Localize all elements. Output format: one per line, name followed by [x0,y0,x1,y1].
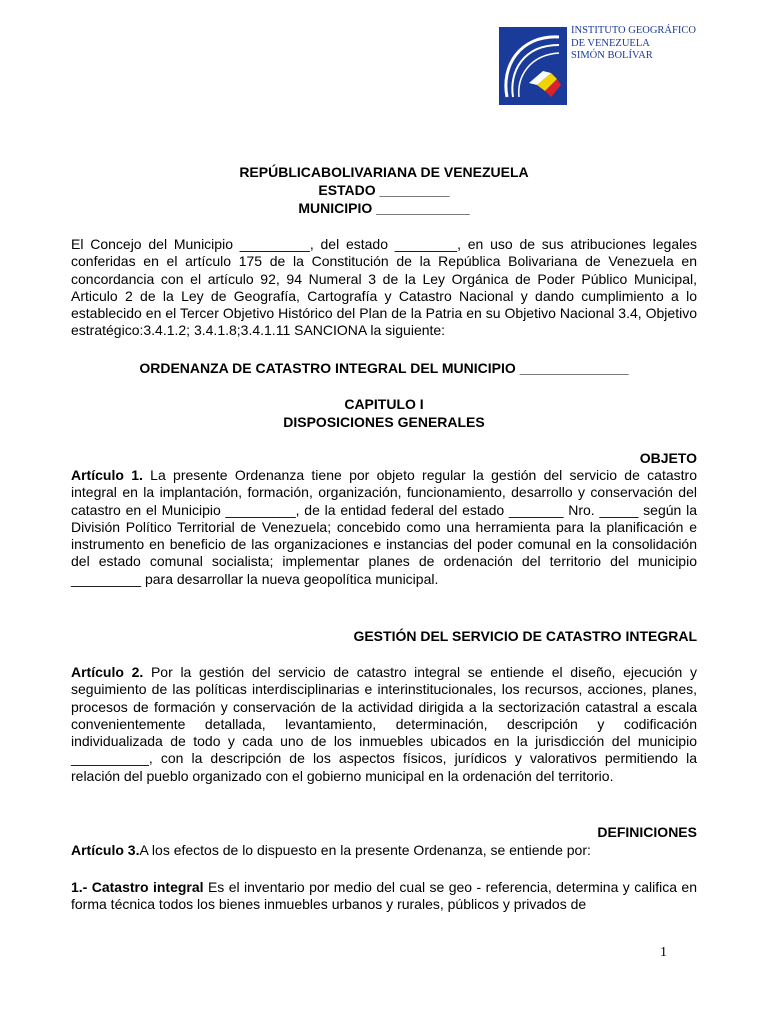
definition-1-label: 1.- Catastro integral [71,879,204,895]
article-3-paragraph [71,842,697,859]
article-2-paragraph [71,664,697,785]
article-1-paragraph [71,467,697,588]
institute-line-1: INSTITUTO GEOGRÁFICO [571,25,696,36]
document-title-municipality: MUNICIPIO ____________ [298,200,470,216]
definition-1-text: Es el inventario por medio del cual se geo - referencia, determina y califica en forma técnica todos los bienes inmuebles urbanos y rurales, públicos y privados de [71,879,697,913]
article-2-label: Artículo 2. [71,664,144,680]
article-3-label: Artículo 3. [71,842,140,858]
chapter-number: CAPITULO I [344,396,424,412]
page-number: 1 [660,945,667,960]
definition-1-paragraph [71,879,697,914]
preamble-paragraph: El Concejo del Municipio _________, del estado ________, en uso de sus atribuciones legales conferidas en el artículo 175 de la Constitución de la República Bolivariana de Venezuela en concordancia con el artículo 92, 94 Numeral 3 de la Ley Orgánica de Poder Público Municipal, Articulo 2 de la Ley de Geografía, Cartografía y Catastro Nacional y dando cumplimiento a lo establecido en el Tercer Objetivo Histórico del Plan de la Patria en su Objetivo Nacional 3.4, Objetivo estratégico:3.4.1.2; 3.4.1.8;3.4.1.11 SANCIONA la siguiente: [71,236,697,339]
section-heading-definiciones: DEFINICIONES [597,824,697,840]
institute-line-3: SIMÓN BOLÍVAR [571,50,653,61]
document-title-state: ESTADO _________ [318,182,450,198]
document-title-republic: REPÚBLICABOLIVARIANA DE VENEZUELA [239,164,529,180]
article-3-text: A los efectos de lo dispuesto en la presente Ordenanza, se entiende por: [139,842,591,858]
section-heading-gestion: GESTIÓN DEL SERVICIO DE CATASTRO INTEGRAL [353,628,697,644]
institute-line-2: DE VENEZUELA [571,37,650,49]
article-1-text: La presente Ordenanza tiene por objeto regular la gestión del servicio de catastro integral en la implantación, formación, organización, funcionamiento, desarrollo y conservación del catastro en el Municipio _________, de la entidad federal del estado _______ Nro. _____ según la División Político Territorial de Venezuela; concebido como una herramienta para la planificación e instrumento en beneficio de las organizaciones e instancias del poder comunal en la consolidación del estado comunal socialista; implementar planes de ordenación del territorio del municipio _________ para desarrollar la nueva geopolítica municipal. [71,467,697,587]
igvsb-logo-icon [499,27,567,105]
institute-name [571,25,696,63]
article-1-label: Artículo 1. [71,467,143,483]
section-heading-objeto: OBJETO [639,450,697,466]
article-2-text: Por la gestión del servicio de catastro integral se entiende el diseño, ejecución y seguimiento de las políticas interdisciplinarias e interinstitucionales, los recursos, acciones, planes, procesos de formación y conservación de la actividad dirigida a la sectorización catastral a escala convenientemente detallada, levantamiento, determinación, descripción y codificación individualizada de todo y cada uno de los inmuebles ubicados en la jurisdicción del municipio __________, con la descripción de los aspectos físicos, jurídicos y valorativos permitiendo la relación del pueblo organizado con el gobierno municipal en la ordenación del territorio. [71,664,697,784]
ordinance-title: ORDENANZA DE CATASTRO INTEGRAL DEL MUNICIPIO ______________ [139,360,629,376]
chapter-name: DISPOSICIONES GENERALES [283,414,485,430]
